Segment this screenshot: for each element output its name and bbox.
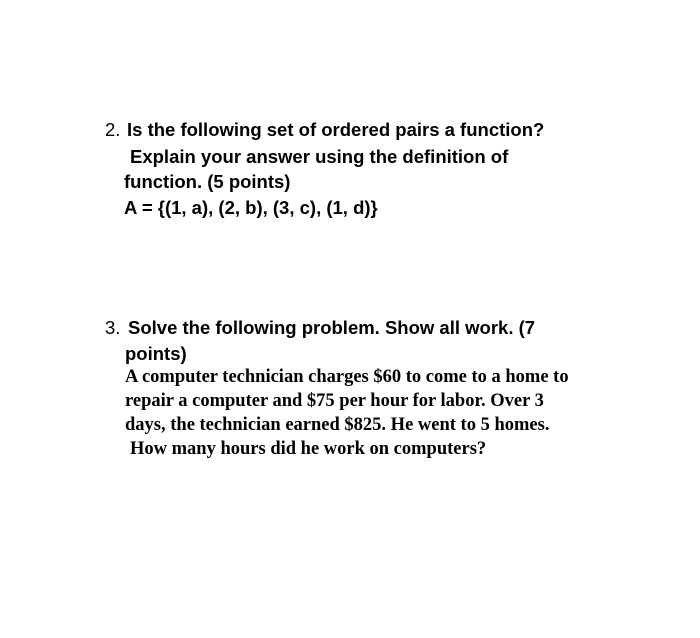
question-3-number: 3. bbox=[105, 317, 121, 338]
question-2-line-2: Explain your answer using the definition of bbox=[130, 146, 509, 167]
question-2-set: A = {(1, a), (2, b), (3, c), (1, d)} bbox=[124, 197, 378, 218]
problem-line-2: repair a computer and $75 per hour for labor. Over 3 bbox=[125, 391, 544, 411]
problem-line-1: A computer technician charges $60 to come to a home to bbox=[125, 367, 569, 387]
question-3-line-2: points) bbox=[125, 343, 187, 364]
question-3-line-1: Solve the following problem. Show all work. (7 bbox=[128, 317, 536, 338]
question-2-line-3: function. (5 points) bbox=[124, 171, 291, 192]
question-2-number: 2. bbox=[105, 119, 121, 140]
problem-line-4: How many hours did he work on computers? bbox=[130, 439, 487, 459]
problem-line-3: days, the technician earned $825. He went to 5 homes. bbox=[125, 415, 550, 435]
question-2-line-1: Is the following set of ordered pairs a function? bbox=[127, 119, 545, 140]
